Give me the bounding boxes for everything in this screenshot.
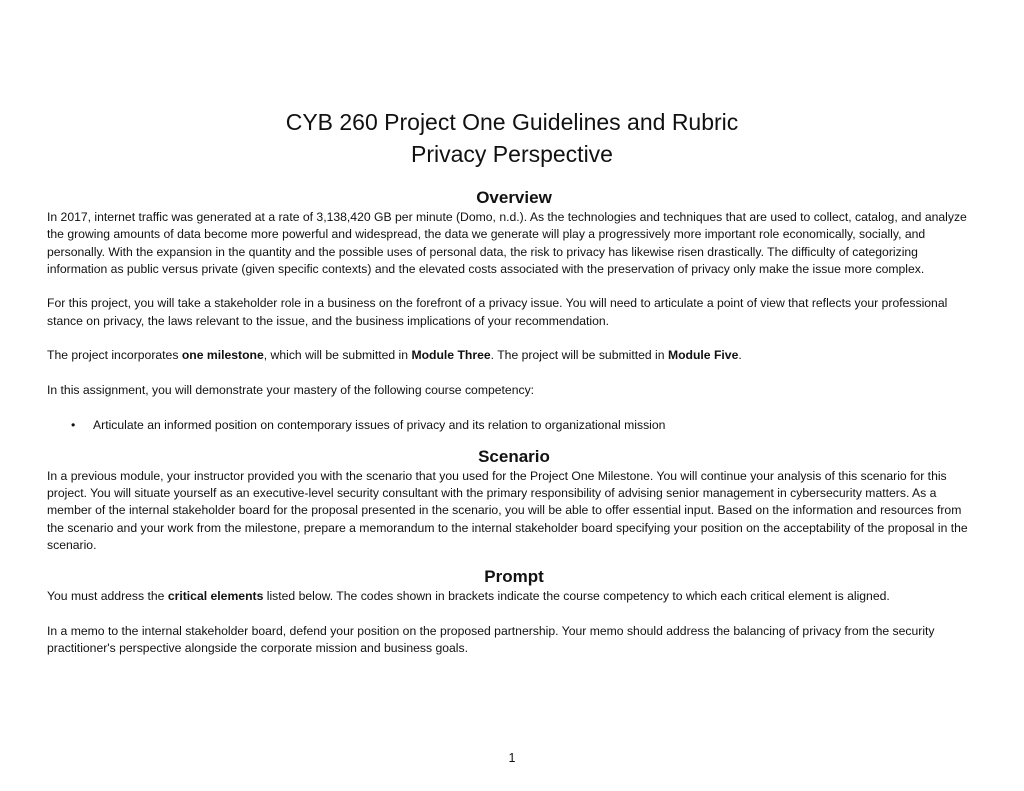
prompt-paragraph-1	[47, 588, 981, 605]
milestone-text-3: . The project will be submitted in	[490, 348, 668, 363]
overview-paragraph-3	[47, 347, 981, 364]
document-body	[47, 187, 981, 658]
milestone-text-2: , which will be submitted in	[263, 348, 412, 363]
competency-item: • Articulate an informed position on contemporary issues of privacy and its relation to organizational mission	[93, 417, 981, 434]
milestone-module: Module Three	[411, 348, 491, 363]
prompt-text-2: listed below. The codes shown in brackets indicate the course competency to which each critical element is aligned.	[263, 589, 890, 604]
milestone-count: one milestone	[181, 348, 264, 363]
milestone-text-1: The project incorporates	[47, 348, 182, 363]
document-subtitle: Privacy Perspective	[411, 141, 613, 167]
scenario-paragraph: In a previous module, your instructor provided you with the scenario that you used for the Project One Milestone. You will continue your analysis of this scenario for this project. You will situate yourself as an executive-level security consultant with the primary responsibility of advising senior management in cybersecurity matters. As a member of the internal stakeholder board for the proposal presented in the scenario, you will be able to offer essential input. Based on the information and resources from the scenario and your work from the milestone, prepare a memorandum to the internal stakeholder board specifying your position on the acceptability of the proposal in the scenario.	[47, 468, 968, 553]
overview-heading: Overview	[476, 188, 552, 207]
page-number: 1	[508, 751, 516, 765]
prompt-paragraph-2: In a memo to the internal stakeholder board, defend your position on the proposed partnership. Your memo should address the balancing of privacy from the security practitioner's perspective alongside the corporate mission and business goals.	[47, 623, 935, 656]
competency-list	[47, 417, 981, 434]
critical-elements-term: critical elements	[167, 589, 264, 604]
prompt-text-1: You must address the	[47, 589, 168, 604]
overview-paragraph-1: In 2017, internet traffic was generated at a rate of 3,138,420 GB per minute (Domo, n.d.). As the technologies and techniques that are used to collect, catalog, and analyze the growing amounts of data become more powerful and widespread, the data we generate will play a progressively more important role economically, socially, and personally. With the expansion in the quantity and the possible uses of personal data, the risk to privacy has likewise risen drastically. The difficulty of categorizing information as public versus private (given specific contexts) and the elevated costs associated with the preservation of privacy only make the issue more complex.	[47, 210, 967, 276]
document-title: CYB 260 Project One Guidelines and Rubric	[285, 109, 739, 135]
title-block	[0, 106, 1024, 170]
scenario-heading: Scenario	[478, 446, 550, 466]
overview-paragraph-2: For this project, you will take a stakeholder role in a business on the forefront of a privacy issue. You will need to articulate a point of view that reflects your professional stance on privacy, the laws relevant to the issue, and the business implications of your recommendation.	[47, 296, 948, 328]
prompt-heading: Prompt	[484, 567, 544, 587]
overview-paragraph-4: In this assignment, you will demonstrate your mastery of the following course competency:	[47, 382, 535, 397]
milestone-text-4: .	[738, 348, 742, 363]
project-module: Module Five	[667, 348, 739, 363]
